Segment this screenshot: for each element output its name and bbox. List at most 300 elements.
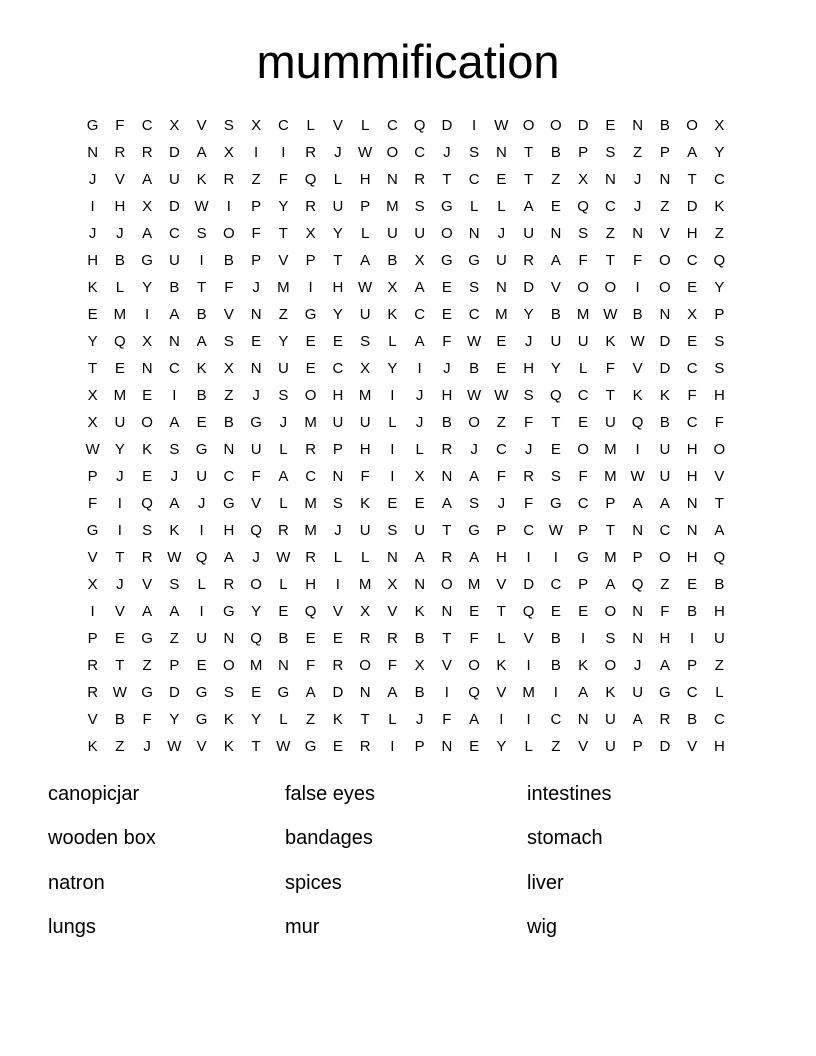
grid-letter: O — [522, 117, 535, 134]
grid-letter: G — [223, 603, 235, 620]
grid-letter: C — [686, 414, 698, 431]
grid-letter: M — [304, 414, 317, 431]
grid-letter: T — [333, 252, 343, 269]
grid-letter: J — [497, 495, 506, 512]
grid-letter: U — [414, 225, 426, 242]
grid-letter: G — [468, 252, 480, 269]
grid-letter: G — [468, 522, 480, 539]
grid-letter: F — [387, 657, 397, 674]
grid-letter: X — [687, 306, 698, 323]
grid-letter: S — [223, 117, 234, 134]
grid-letter: S — [223, 684, 234, 701]
grid-letter: E — [496, 171, 507, 188]
grid-letter: I — [199, 522, 204, 539]
word-search-grid — [79, 112, 734, 760]
grid-letter: C — [523, 522, 535, 539]
grid-letter: D — [168, 684, 180, 701]
grid-letter: H — [686, 549, 698, 566]
grid-letter: D — [577, 117, 589, 134]
grid-letter: B — [469, 360, 480, 377]
grid-letter: N — [441, 468, 453, 485]
grid-letter: J — [497, 225, 506, 242]
grid-letter: U — [604, 738, 616, 755]
grid-letter: H — [713, 387, 725, 404]
grid-letter: N — [659, 171, 671, 188]
grid-letter: L — [388, 414, 397, 431]
grid-letter: X — [87, 414, 98, 431]
grid-letter: V — [332, 603, 343, 620]
grid-letter: I — [117, 522, 122, 539]
grid-letter: J — [334, 522, 342, 539]
grid-letter: I — [308, 279, 313, 296]
grid-letter: I — [172, 387, 177, 404]
grid-letter: H — [686, 468, 698, 485]
grid-letter: T — [360, 711, 370, 728]
grid-letter: E — [87, 306, 98, 323]
grid-letter: O — [659, 252, 671, 269]
grid-letter: F — [524, 495, 534, 512]
grid-letter: E — [114, 360, 125, 377]
grid-letter: W — [112, 684, 127, 701]
word-list-item: stomach — [527, 827, 603, 850]
grid-letter: I — [526, 657, 531, 674]
grid-letter: W — [358, 279, 373, 296]
grid-letter: L — [306, 117, 315, 134]
grid-letter: N — [87, 144, 99, 161]
grid-row — [79, 355, 734, 382]
grid-letter: G — [441, 198, 453, 215]
grid-letter: M — [495, 306, 508, 323]
grid-letter: I — [635, 279, 640, 296]
grid-letter: F — [714, 414, 724, 431]
grid-letter: H — [713, 738, 725, 755]
grid-letter: L — [415, 441, 424, 458]
grid-letter: K — [169, 522, 180, 539]
grid-letter: T — [197, 279, 207, 296]
grid-letter: S — [469, 495, 480, 512]
grid-letter: B — [387, 252, 398, 269]
grid-letter: V — [223, 306, 234, 323]
grid-letter: O — [141, 414, 153, 431]
grid-letter: C — [659, 522, 671, 539]
word-list-item: bandages — [285, 827, 373, 850]
grid-letter: D — [168, 144, 180, 161]
grid-letter: E — [305, 360, 316, 377]
grid-letter: V — [632, 360, 643, 377]
grid-letter: U — [632, 684, 644, 701]
grid-letter: O — [577, 279, 589, 296]
grid-letter: T — [605, 522, 615, 539]
grid-letter: Q — [250, 630, 262, 647]
grid-letter: J — [334, 144, 342, 161]
grid-letter: F — [469, 630, 479, 647]
grid-letter: O — [604, 603, 617, 620]
grid-letter: P — [251, 252, 262, 269]
grid-letter: X — [87, 576, 98, 593]
grid-letter: L — [497, 630, 506, 647]
grid-letter: V — [332, 117, 343, 134]
grid-letter: X — [87, 387, 98, 404]
grid-letter: S — [469, 279, 480, 296]
grid-letter: R — [114, 144, 126, 161]
grid-letter: O — [441, 225, 453, 242]
grid-letter: O — [304, 387, 317, 404]
grid-letter: P — [714, 306, 725, 323]
grid-letter: Z — [224, 387, 234, 404]
grid-row — [79, 706, 734, 733]
grid-letter: U — [277, 360, 289, 377]
grid-letter: P — [251, 198, 262, 215]
grid-letter: B — [223, 414, 234, 431]
grid-letter: I — [581, 630, 586, 647]
grid-letter: A — [414, 333, 425, 350]
grid-letter: I — [553, 684, 558, 701]
grid-letter: L — [115, 279, 125, 296]
grid-letter: B — [114, 711, 125, 728]
grid-letter: F — [605, 360, 615, 377]
grid-letter: W — [276, 738, 291, 755]
grid-letter: B — [114, 252, 125, 269]
grid-row — [79, 598, 734, 625]
grid-letter: O — [659, 549, 671, 566]
grid-row — [79, 166, 734, 193]
grid-letter: J — [252, 279, 260, 296]
grid-letter: A — [469, 711, 480, 728]
grid-letter: Z — [660, 198, 670, 215]
grid-letter: W — [167, 549, 182, 566]
grid-letter: G — [195, 684, 208, 701]
grid-letter: A — [441, 495, 452, 512]
grid-letter: P — [578, 144, 589, 161]
word-list-item: liver — [527, 871, 564, 894]
grid-letter: W — [85, 441, 100, 458]
grid-letter: Y — [251, 603, 262, 620]
grid-letter: B — [714, 576, 725, 593]
grid-letter: K — [496, 657, 507, 674]
grid-letter: N — [632, 630, 644, 647]
grid-letter: O — [713, 441, 726, 458]
grid-letter: N — [468, 225, 480, 242]
grid-letter: A — [305, 684, 316, 701]
grid-letter: E — [578, 603, 589, 620]
grid-letter: J — [116, 468, 124, 485]
grid-letter: R — [441, 441, 453, 458]
grid-row — [79, 409, 734, 436]
grid-letter: N — [141, 360, 153, 377]
grid-letter: B — [223, 252, 234, 269]
grid-letter: M — [304, 522, 317, 539]
grid-letter: R — [359, 738, 371, 755]
grid-letter: N — [577, 711, 589, 728]
grid-letter: I — [335, 576, 340, 593]
grid-letter: O — [468, 657, 480, 674]
grid-letter: N — [632, 117, 644, 134]
grid-letter: E — [496, 360, 507, 377]
grid-letter: M — [522, 684, 535, 701]
grid-letter: E — [332, 333, 343, 350]
grid-letter: C — [305, 468, 317, 485]
grid-letter: A — [223, 549, 234, 566]
grid-letter: D — [686, 198, 698, 215]
grid-letter: U — [604, 711, 616, 728]
grid-row — [79, 436, 734, 463]
grid-letter: C — [495, 441, 507, 458]
grid-row — [79, 193, 734, 220]
grid-letter: A — [169, 414, 180, 431]
grid-letter: X — [142, 333, 153, 350]
grid-letter: O — [659, 279, 671, 296]
grid-letter: G — [86, 117, 99, 134]
grid-letter: S — [142, 522, 153, 539]
grid-letter: K — [578, 657, 589, 674]
grid-letter: U — [359, 414, 371, 431]
grid-letter: K — [196, 360, 207, 377]
grid-letter: R — [305, 144, 317, 161]
grid-letter: W — [467, 333, 482, 350]
grid-letter: Z — [633, 144, 643, 161]
grid-letter: A — [578, 684, 589, 701]
grid-letter: U — [495, 252, 507, 269]
grid-letter: Y — [251, 711, 262, 728]
grid-letter: I — [390, 468, 395, 485]
grid-letter: G — [195, 711, 208, 728]
grid-letter: N — [223, 441, 235, 458]
grid-letter: C — [223, 468, 235, 485]
grid-letter: X — [360, 603, 371, 620]
grid-letter: U — [250, 441, 262, 458]
grid-letter: R — [523, 252, 535, 269]
grid-letter: E — [550, 441, 561, 458]
grid-letter: C — [414, 306, 426, 323]
grid-letter: A — [278, 468, 289, 485]
grid-letter: A — [196, 144, 207, 161]
grid-letter: N — [550, 225, 562, 242]
grid-row — [79, 679, 734, 706]
grid-letter: R — [386, 630, 398, 647]
grid-letter: R — [141, 549, 153, 566]
grid-letter: E — [251, 684, 262, 701]
grid-letter: M — [604, 441, 617, 458]
grid-letter: E — [387, 495, 398, 512]
grid-letter: T — [115, 657, 125, 674]
grid-letter: H — [659, 630, 671, 647]
grid-letter: O — [386, 144, 399, 161]
grid-letter: Z — [306, 711, 316, 728]
grid-letter: U — [332, 414, 344, 431]
grid-letter: J — [633, 171, 642, 188]
grid-letter: Q — [713, 252, 726, 269]
grid-letter: T — [687, 171, 697, 188]
grid-letter: R — [223, 576, 235, 593]
grid-letter: C — [386, 117, 398, 134]
grid-letter: E — [441, 306, 452, 323]
grid-letter: B — [550, 657, 561, 674]
grid-row — [79, 220, 734, 247]
grid-letter: E — [550, 603, 561, 620]
grid-letter: W — [630, 468, 645, 485]
grid-letter: V — [523, 630, 534, 647]
grid-letter: G — [550, 495, 562, 512]
grid-letter: Z — [115, 738, 125, 755]
grid-letter: N — [250, 306, 262, 323]
grid-letter: M — [604, 549, 617, 566]
grid-letter: K — [223, 711, 234, 728]
grid-letter: F — [578, 468, 588, 485]
grid-letter: G — [141, 684, 153, 701]
grid-letter: F — [524, 414, 534, 431]
grid-letter: K — [223, 738, 234, 755]
grid-letter: C — [686, 684, 698, 701]
grid-letter: V — [496, 684, 507, 701]
grid-letter: Y — [332, 225, 343, 242]
grid-letter: I — [117, 495, 122, 512]
grid-letter: V — [578, 738, 589, 755]
grid-letter: B — [169, 279, 180, 296]
grid-letter: H — [87, 252, 99, 269]
grid-letter: R — [441, 549, 453, 566]
grid-letter: P — [496, 522, 507, 539]
grid-letter: Z — [660, 576, 670, 593]
grid-letter: C — [550, 711, 562, 728]
grid-letter: W — [467, 387, 482, 404]
grid-letter: E — [687, 333, 698, 350]
grid-letter: I — [254, 144, 259, 161]
grid-letter: P — [169, 657, 180, 674]
grid-letter: Y — [87, 333, 98, 350]
grid-letter: K — [142, 441, 153, 458]
grid-letter: U — [659, 441, 671, 458]
grid-letter: K — [714, 198, 725, 215]
grid-letter: X — [142, 198, 153, 215]
grid-letter: Q — [304, 171, 317, 188]
grid-letter: W — [358, 144, 373, 161]
grid-letter: G — [277, 684, 290, 701]
grid-letter: R — [332, 657, 344, 674]
grid-letter: B — [659, 117, 670, 134]
grid-letter: H — [495, 549, 507, 566]
grid-letter: A — [169, 603, 180, 620]
word-list-item: false eyes — [285, 783, 376, 805]
grid-letter: U — [332, 198, 344, 215]
grid-letter: P — [578, 522, 589, 539]
grid-letter: H — [223, 522, 235, 539]
grid-letter: I — [499, 711, 504, 728]
grid-letter: X — [414, 252, 425, 269]
grid-letter: C — [713, 171, 725, 188]
grid-row — [79, 112, 734, 139]
grid-letter: U — [577, 333, 589, 350]
grid-letter: I — [226, 198, 231, 215]
grid-letter: U — [414, 522, 426, 539]
grid-letter: X — [223, 360, 234, 377]
grid-letter: M — [358, 576, 372, 593]
grid-letter: R — [305, 549, 317, 566]
grid-letter: A — [142, 171, 153, 188]
grid-letter: H — [713, 603, 725, 620]
grid-letter: J — [116, 576, 124, 593]
grid-letter: G — [659, 684, 671, 701]
grid-row — [79, 274, 734, 301]
grid-letter: P — [332, 441, 343, 458]
grid-letter: F — [88, 495, 98, 512]
grid-letter: I — [281, 144, 286, 161]
grid-letter: U — [386, 225, 398, 242]
grid-letter: J — [443, 144, 451, 161]
grid-letter: J — [415, 387, 424, 404]
grid-letter: A — [659, 657, 670, 674]
grid-letter: N — [277, 657, 289, 674]
grid-letter: T — [278, 225, 288, 242]
grid-letter: B — [196, 387, 207, 404]
grid-letter: B — [441, 414, 452, 431]
grid-letter: X — [223, 144, 234, 161]
grid-letter: V — [87, 711, 98, 728]
grid-letter: E — [469, 738, 480, 755]
grid-letter: E — [305, 333, 316, 350]
grid-letter: G — [195, 441, 208, 458]
grid-letter: H — [686, 225, 698, 242]
grid-letter: H — [305, 576, 317, 593]
grid-letter: C — [604, 198, 616, 215]
grid-letter: U — [168, 252, 180, 269]
grid-letter: H — [332, 387, 344, 404]
grid-letter: Z — [278, 306, 288, 323]
grid-letter: Y — [278, 198, 289, 215]
grid-letter: U — [114, 414, 126, 431]
grid-letter: F — [442, 333, 452, 350]
grid-letter: L — [524, 738, 533, 755]
grid-letter: N — [414, 576, 426, 593]
grid-letter: H — [359, 441, 371, 458]
grid-letter: O — [250, 576, 262, 593]
grid-letter: U — [359, 522, 371, 539]
grid-letter: Q — [304, 603, 317, 620]
grid-letter: H — [441, 387, 453, 404]
grid-letter: Y — [387, 360, 398, 377]
grid-letter: O — [468, 414, 480, 431]
grid-letter: L — [497, 198, 506, 215]
grid-letter: C — [277, 117, 289, 134]
grid-letter: O — [550, 117, 562, 134]
grid-letter: L — [715, 684, 724, 701]
grid-letter: J — [415, 414, 424, 431]
grid-letter: W — [494, 387, 509, 404]
grid-letter: C — [168, 360, 180, 377]
grid-letter: J — [252, 549, 260, 566]
grid-letter: Z — [251, 171, 261, 188]
grid-letter: R — [359, 630, 371, 647]
grid-letter: B — [687, 603, 698, 620]
grid-letter: G — [250, 414, 262, 431]
grid-letter: J — [470, 441, 478, 458]
grid-letter: E — [251, 333, 262, 350]
grid-letter: R — [87, 684, 99, 701]
grid-letter: N — [332, 468, 344, 485]
grid-letter: K — [87, 279, 98, 296]
grid-letter: C — [577, 495, 589, 512]
grid-letter: O — [604, 279, 617, 296]
grid-letter: S — [469, 144, 480, 161]
grid-letter: W — [194, 198, 209, 215]
grid-letter: L — [388, 711, 397, 728]
grid-letter: G — [141, 252, 153, 269]
grid-letter: N — [632, 522, 644, 539]
grid-letter: N — [604, 171, 616, 188]
grid-letter: A — [387, 684, 398, 701]
grid-letter: J — [170, 468, 179, 485]
grid-letter: N — [659, 306, 671, 323]
grid-letter: I — [526, 549, 531, 566]
